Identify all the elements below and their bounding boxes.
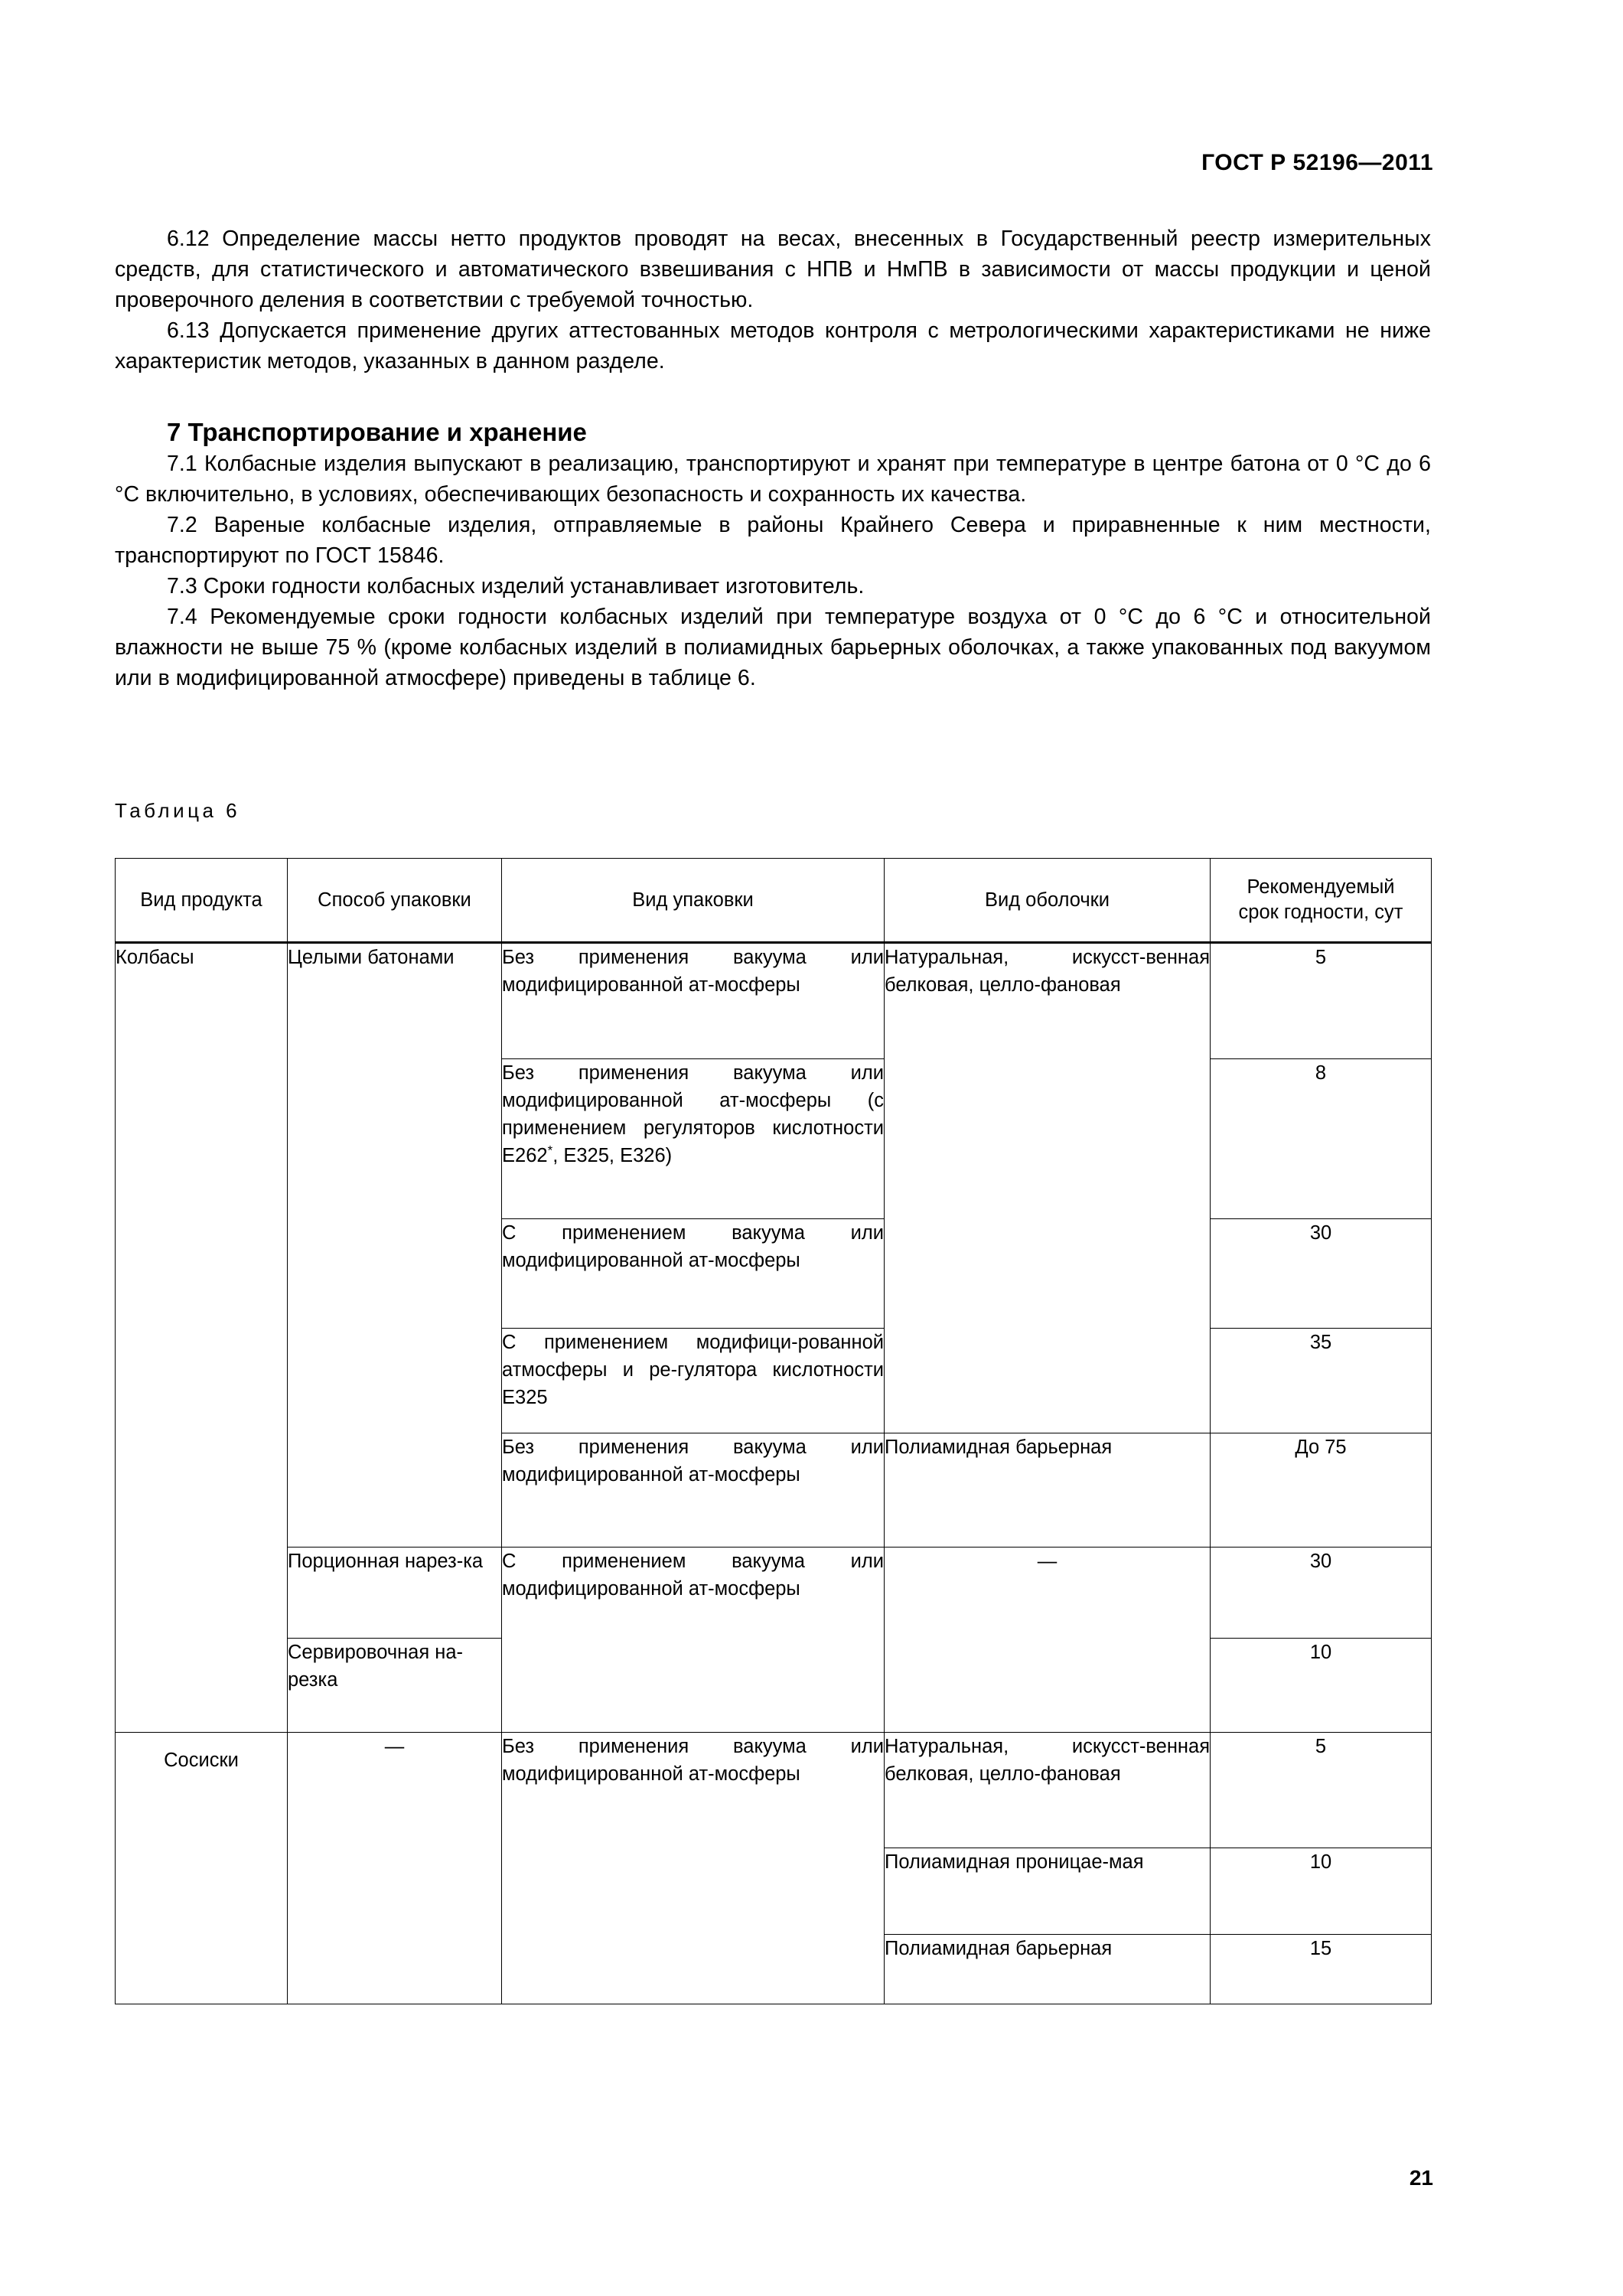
cell-product-sosiski: Сосиски — [116, 1733, 288, 2004]
column-header-product: Вид продукта — [116, 859, 288, 943]
paragraph-7-1: 7.1 Колбасные изделия выпускают в реализацию, транспортируют и хранят при температуре в центре батона от 0 °С до 6 °С включительно, в условиях, обеспечивающих безопасность и сохранность их качества. — [115, 452, 1431, 507]
cell-shelf-life-5: До 75 — [1211, 1433, 1432, 1548]
cell-shelf-life-1: 5 — [1211, 943, 1432, 1059]
cell-shelf-life-9: 10 — [1211, 1848, 1432, 1935]
column-header-packing-method: Способ упаковки — [288, 859, 502, 943]
cell-pack-modified-regulator: С применением модифици-рованной атмосферы и ре-гулятора кислотности Е325 — [502, 1329, 885, 1433]
cell-shelf-life-8: 5 — [1211, 1733, 1432, 1848]
cell-pack-no-vacuum-1: Без применения вакуума или модифицированной ат-мосферы — [502, 943, 885, 1059]
document-body — [115, 223, 1431, 693]
cell-shelf-life-10: 15 — [1211, 1935, 1432, 2004]
column-header-shelf-life — [1211, 859, 1432, 943]
paragraph-7-3: 7.3 Сроки годности колбасных изделий устанавливает изготовитель. — [167, 574, 865, 598]
cell-casing-polyamide-barrier-1: Полиамидная барьерная — [885, 1433, 1211, 1548]
cell-pack-no-vacuum-3: Без применения вакуума или модифицированной ат-мосферы — [502, 1733, 885, 2004]
shelf-life-table — [115, 858, 1432, 2004]
cell-shelf-life-4: 35 — [1211, 1329, 1432, 1433]
cell-method-whole-batons: Целыми батонами — [288, 943, 502, 1548]
page-number: 21 — [1409, 2166, 1433, 2190]
cell-pack-with-vacuum-2: С применением вакуума или модифицированной ат-мосферы — [502, 1548, 885, 1733]
cell-pack-regulators-tail: , Е325, Е326) — [552, 1145, 673, 1166]
cell-pack-no-vacuum-2: Без применения вакуума или модифицированной ат-мосферы — [502, 1433, 885, 1548]
cell-pack-no-vacuum-regulators — [502, 1059, 885, 1219]
cell-pack-with-vacuum-1: С применением вакуума или модифицированной ат-мосферы — [502, 1219, 885, 1329]
table-row — [116, 943, 1432, 1059]
cell-shelf-life-7: 10 — [1211, 1639, 1432, 1733]
paragraph-7-4: 7.4 Рекомендуемые сроки годности колбасных изделий при температуре воздуха от 0 °С до 6 °С и относительной влажности не выше 75 % (кроме колбасных изделий в полиамидных барьерных оболочках, а также упакованных под вакуумом или в модифицированной атмосфере) приведены в таблице 6. — [115, 605, 1431, 690]
cell-method-serving-slicing: Сервировочная на-резка — [288, 1639, 502, 1733]
table-caption: Таблица 6 — [115, 799, 241, 822]
cell-product-kolbasy: Колбасы — [116, 943, 288, 1733]
cell-pack-regulators-text: Без применения вакуума или модифицированной ат-мосферы (с применением регуляторов кислотности Е262 — [502, 1062, 884, 1166]
cell-method-dash: — — [288, 1733, 502, 2004]
footnote-marker-asterisk: * — [547, 1143, 553, 1158]
cell-shelf-life-6: 30 — [1211, 1548, 1432, 1639]
paragraph-7-2: 7.2 Вареные колбасные изделия, отправляемые в районы Крайнего Севера и приравненные к ним местности, транспортируют по ГОСТ 15846. — [115, 513, 1431, 568]
cell-casing-natural-2: Натуральная, искусст-венная белковая, целло-фановая — [885, 1733, 1211, 1848]
cell-shelf-life-3: 30 — [1211, 1219, 1432, 1329]
document-header-standard-code: ГОСТ Р 52196—2011 — [1201, 150, 1433, 175]
table-header-row — [116, 859, 1432, 943]
table-row — [116, 1733, 1432, 1848]
table-row — [116, 1548, 1432, 1639]
cell-casing-dash-1: — — [885, 1548, 1211, 1733]
cell-method-portion-slicing: Порционная нарез-ка — [288, 1548, 502, 1639]
column-header-packing-type: Вид упаковки — [502, 859, 885, 943]
cell-casing-polyamide-permeable: Полиамидная проницае-мая — [885, 1848, 1211, 1935]
paragraph-6-12: 6.12 Определение массы нетто продуктов проводят на весах, внесенных в Государственный реестр измерительных средств, для статистического и автоматического взвешивания с НПВ и НмПВ в зависимости от массы продукции и ценой проверочного деления в соответствии с требуемой точностью. — [115, 227, 1431, 312]
paragraph-6-13: 6.13 Допускается применение других аттестованных методов контроля с метрологическими характеристиками не ниже характеристик методов, указанных в данном разделе. — [115, 318, 1431, 373]
cell-shelf-life-2: 8 — [1211, 1059, 1432, 1219]
cell-casing-polyamide-barrier-2: Полиамидная барьерная — [885, 1935, 1211, 2004]
column-header-casing-type: Вид оболочки — [885, 859, 1211, 943]
section-heading-7: 7 Транспортирование и хранение — [167, 418, 587, 446]
cell-casing-natural-1: Натуральная, искусст-венная белковая, целло-фановая — [885, 943, 1211, 1433]
shelf-life-header-line-2: срок годности, сут — [1238, 902, 1403, 923]
shelf-life-header-line-1: Рекомендуемый — [1247, 876, 1395, 898]
